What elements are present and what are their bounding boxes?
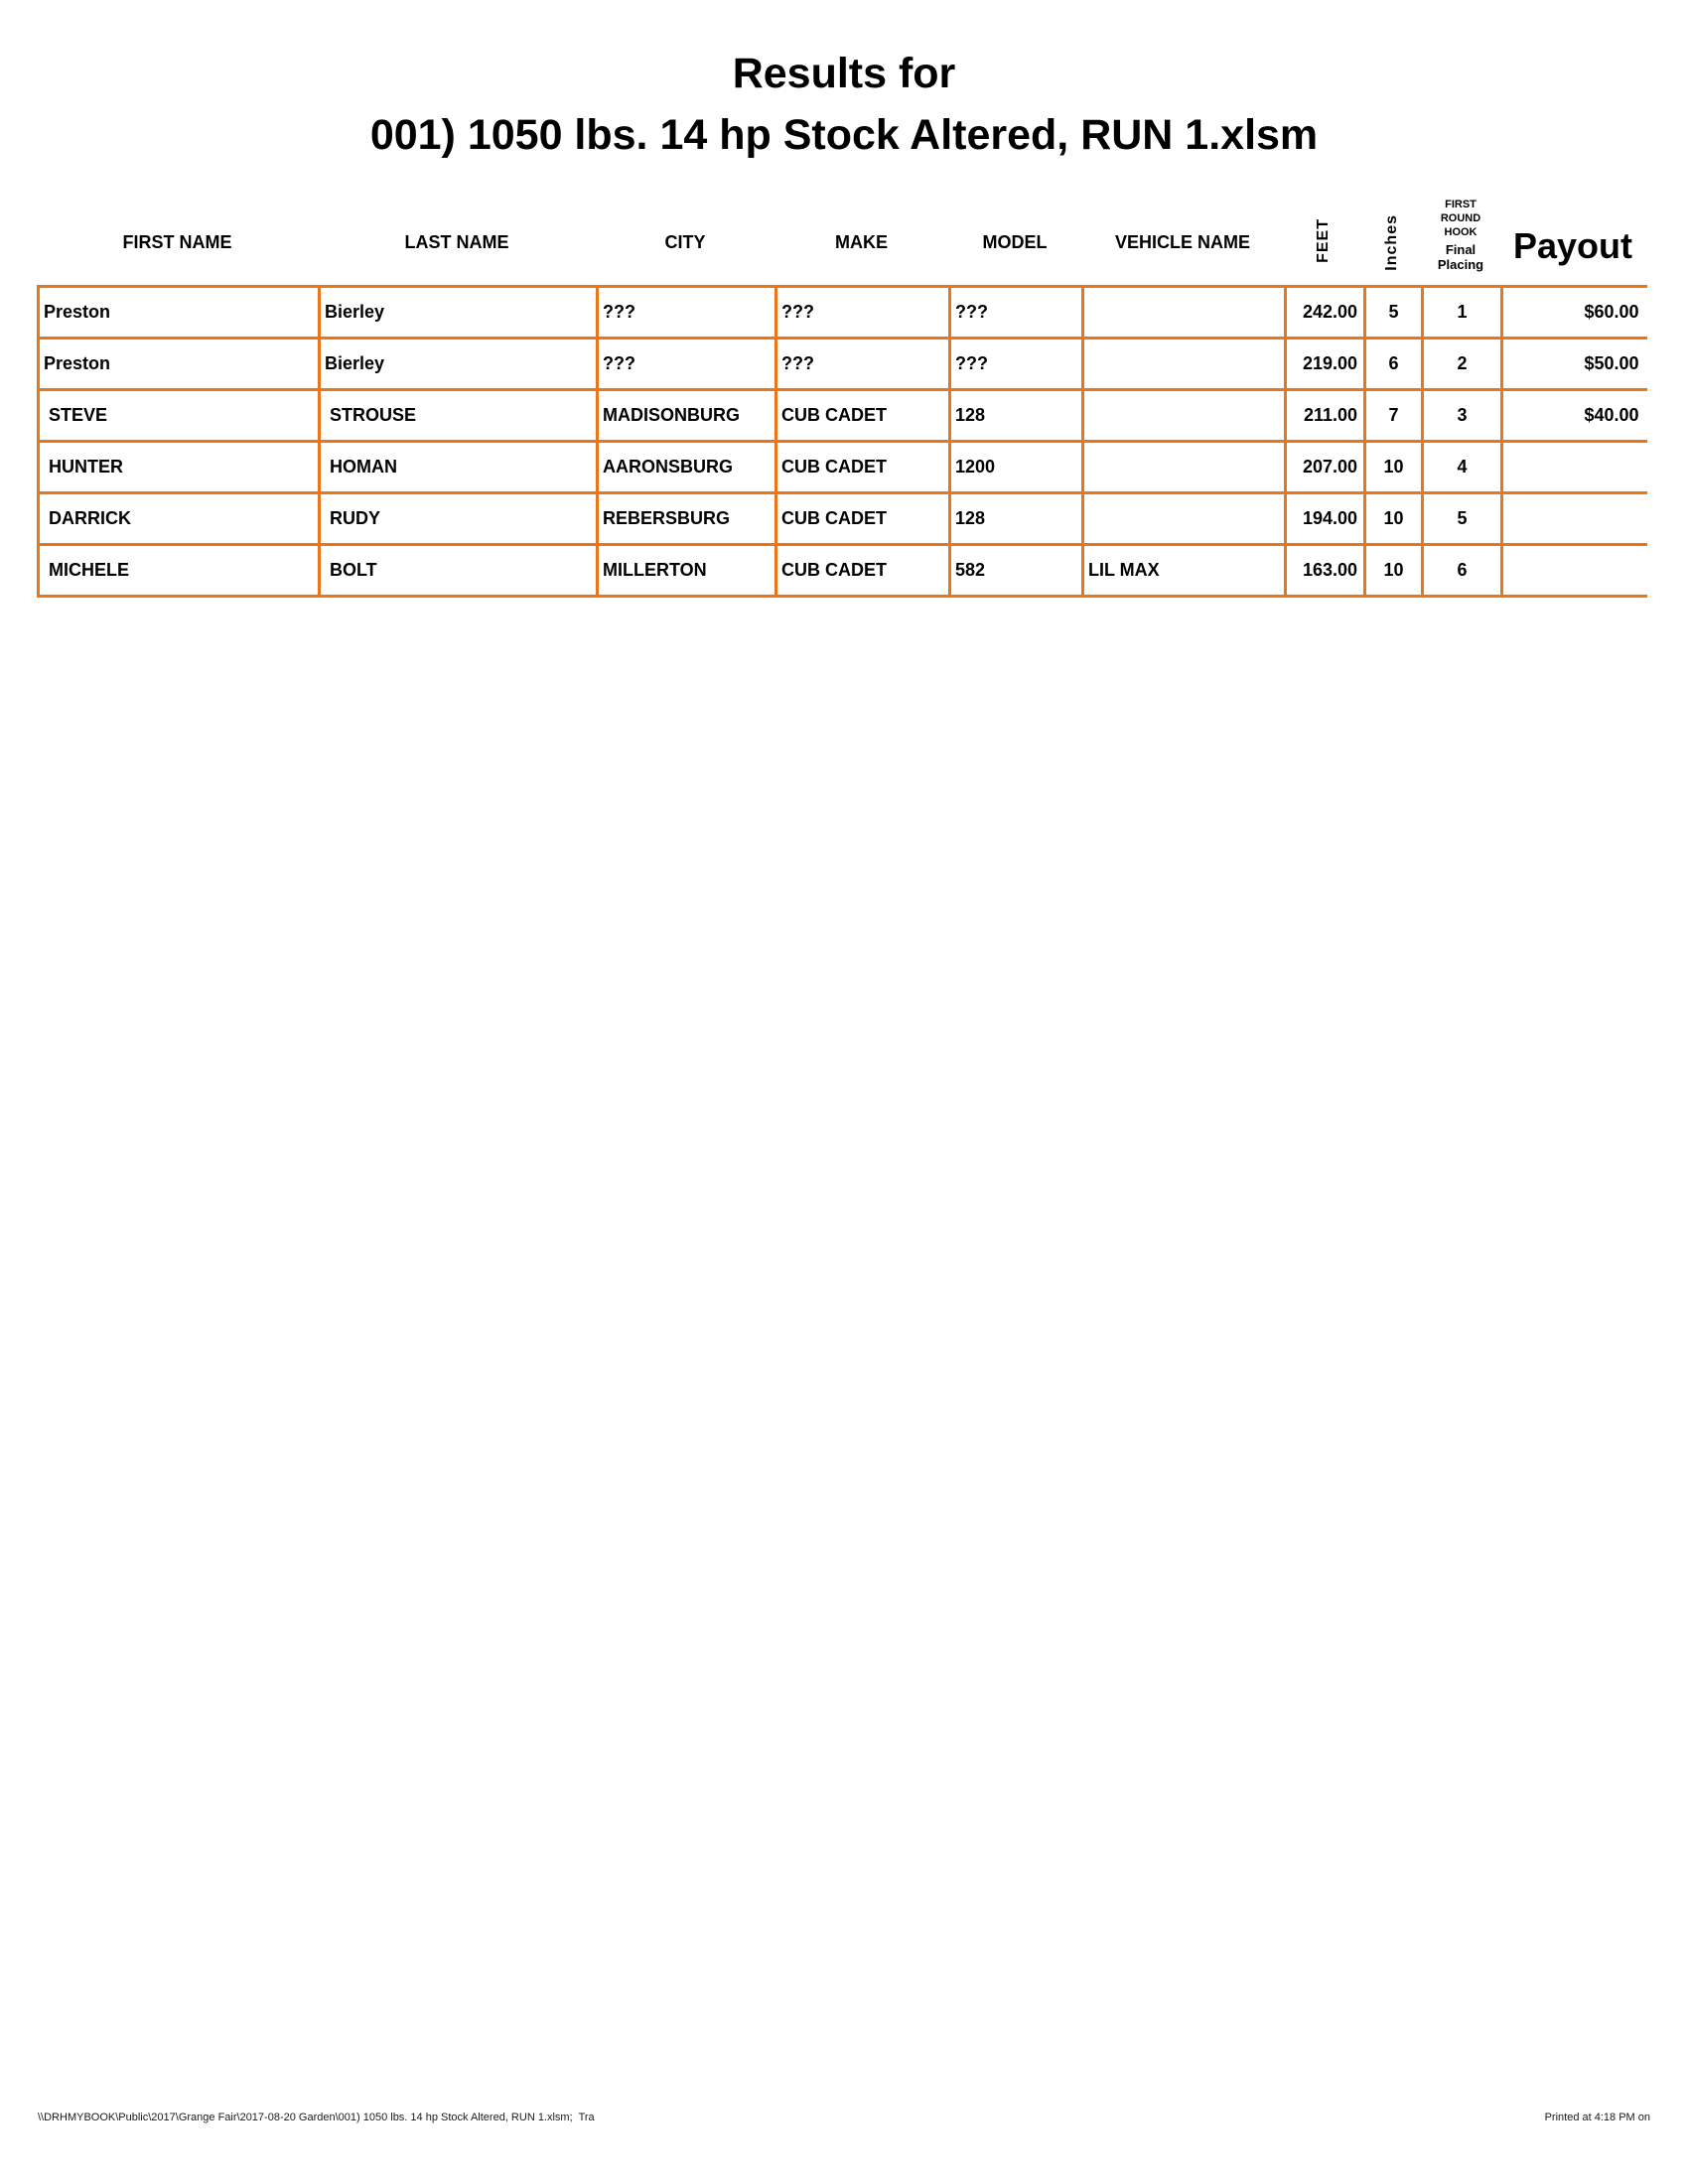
- page-title: Results for: [732, 50, 956, 97]
- cell-model: 128: [950, 390, 1083, 442]
- cell-vehicle-name: [1083, 442, 1286, 493]
- cell-feet: 211.00: [1286, 390, 1365, 442]
- cell-feet: 207.00: [1286, 442, 1365, 493]
- header-first-name: FIRST NAME: [122, 232, 232, 252]
- table-row: [39, 493, 1647, 545]
- cell-final-placing: 1: [1423, 287, 1502, 339]
- cell-last-name: BOLT: [320, 545, 598, 597]
- header-last-name: LAST NAME: [404, 232, 509, 252]
- table-row: [39, 442, 1647, 493]
- cell-first-name: HUNTER: [39, 442, 320, 493]
- cell-make: CUB CADET: [776, 442, 950, 493]
- cell-feet: 163.00: [1286, 545, 1365, 597]
- cell-last-name: STROUSE: [320, 390, 598, 442]
- table-header-row: [37, 189, 1645, 285]
- cell-make: CUB CADET: [776, 545, 950, 597]
- cell-city: MILLERTON: [598, 545, 776, 597]
- header-model: MODEL: [982, 232, 1048, 252]
- cell-last-name: HOMAN: [320, 442, 598, 493]
- cell-model: ???: [950, 339, 1083, 390]
- cell-last-name: Bierley: [320, 287, 598, 339]
- header-feet: [1284, 167, 1363, 285]
- footer-file-path: \\DRHMYBOOK\Public\2017\Grange Fair\2017-08-20 Garden\001) 1050 lbs. 14 hp Stock Altered, RUN 1.xlsm; Tra: [38, 2112, 595, 2123]
- cell-last-name: RUDY: [320, 493, 598, 545]
- cell-city: REBERSBURG: [598, 493, 776, 545]
- cell-feet: 219.00: [1286, 339, 1365, 390]
- cell-make: CUB CADET: [776, 390, 950, 442]
- cell-payout: [1502, 493, 1647, 545]
- cell-feet: 194.00: [1286, 493, 1365, 545]
- cell-vehicle-name: [1083, 493, 1286, 545]
- cell-make: ???: [776, 339, 950, 390]
- cell-model: 1200: [950, 442, 1083, 493]
- cell-final-placing: 5: [1423, 493, 1502, 545]
- cell-payout: [1502, 442, 1647, 493]
- header-vehicle-name: VEHICLE NAME: [1114, 232, 1250, 252]
- cell-feet: 242.00: [1286, 287, 1365, 339]
- cell-vehicle-name: [1083, 339, 1286, 390]
- header-inches-label: Inches: [1383, 214, 1400, 271]
- header-hook-line2: ROUND: [1440, 212, 1481, 224]
- cell-final-placing: 6: [1423, 545, 1502, 597]
- table-row: [39, 545, 1647, 597]
- cell-final-placing: 4: [1423, 442, 1502, 493]
- cell-first-name: STEVE: [39, 390, 320, 442]
- cell-make: ???: [776, 287, 950, 339]
- cell-model: 582: [950, 545, 1083, 597]
- cell-first-name: Preston: [39, 287, 320, 339]
- cell-first-name: DARRICK: [39, 493, 320, 545]
- cell-first-name: MICHELE: [39, 545, 320, 597]
- cell-city: MADISONBURG: [598, 390, 776, 442]
- cell-final-placing: 3: [1423, 390, 1502, 442]
- cell-model: 128: [950, 493, 1083, 545]
- cell-vehicle-name: [1083, 287, 1286, 339]
- cell-inches: 10: [1365, 493, 1423, 545]
- header-payout: Payout: [1512, 225, 1633, 266]
- table-row: [39, 339, 1647, 390]
- cell-last-name: Bierley: [320, 339, 598, 390]
- cell-inches: 7: [1365, 390, 1423, 442]
- footer-printed-time: Printed at 4:18 PM on: [1544, 2112, 1650, 2123]
- table-row: [39, 287, 1647, 339]
- header-make: MAKE: [835, 232, 888, 252]
- cell-payout: $40.00: [1502, 390, 1647, 442]
- header-feet-label: FEET: [1315, 218, 1332, 263]
- page-subtitle: 001) 1050 lbs. 14 hp Stock Altered, RUN 1.xlsm: [369, 111, 1319, 159]
- results-table: [37, 285, 1647, 598]
- cell-payout: [1502, 545, 1647, 597]
- cell-make: CUB CADET: [776, 493, 950, 545]
- cell-inches: 6: [1365, 339, 1423, 390]
- cell-city: AARONSBURG: [598, 442, 776, 493]
- cell-city: ???: [598, 339, 776, 390]
- header-inches: [1363, 175, 1421, 285]
- header-final-placing: Final Placing: [1437, 242, 1484, 272]
- cell-vehicle-name: [1083, 390, 1286, 442]
- table-row: [39, 390, 1647, 442]
- cell-city: ???: [598, 287, 776, 339]
- header-city: CITY: [664, 232, 706, 252]
- cell-final-placing: 2: [1423, 339, 1502, 390]
- header-hook-line1: FIRST: [1445, 199, 1477, 210]
- cell-inches: 5: [1365, 287, 1423, 339]
- cell-first-name: Preston: [39, 339, 320, 390]
- header-hook-line3: HOOK: [1444, 226, 1477, 238]
- cell-model: ???: [950, 287, 1083, 339]
- cell-inches: 10: [1365, 545, 1423, 597]
- cell-payout: $60.00: [1502, 287, 1647, 339]
- cell-vehicle-name: LIL MAX: [1083, 545, 1286, 597]
- cell-payout: $50.00: [1502, 339, 1647, 390]
- header-first-round-hook: [1421, 198, 1500, 285]
- cell-inches: 10: [1365, 442, 1423, 493]
